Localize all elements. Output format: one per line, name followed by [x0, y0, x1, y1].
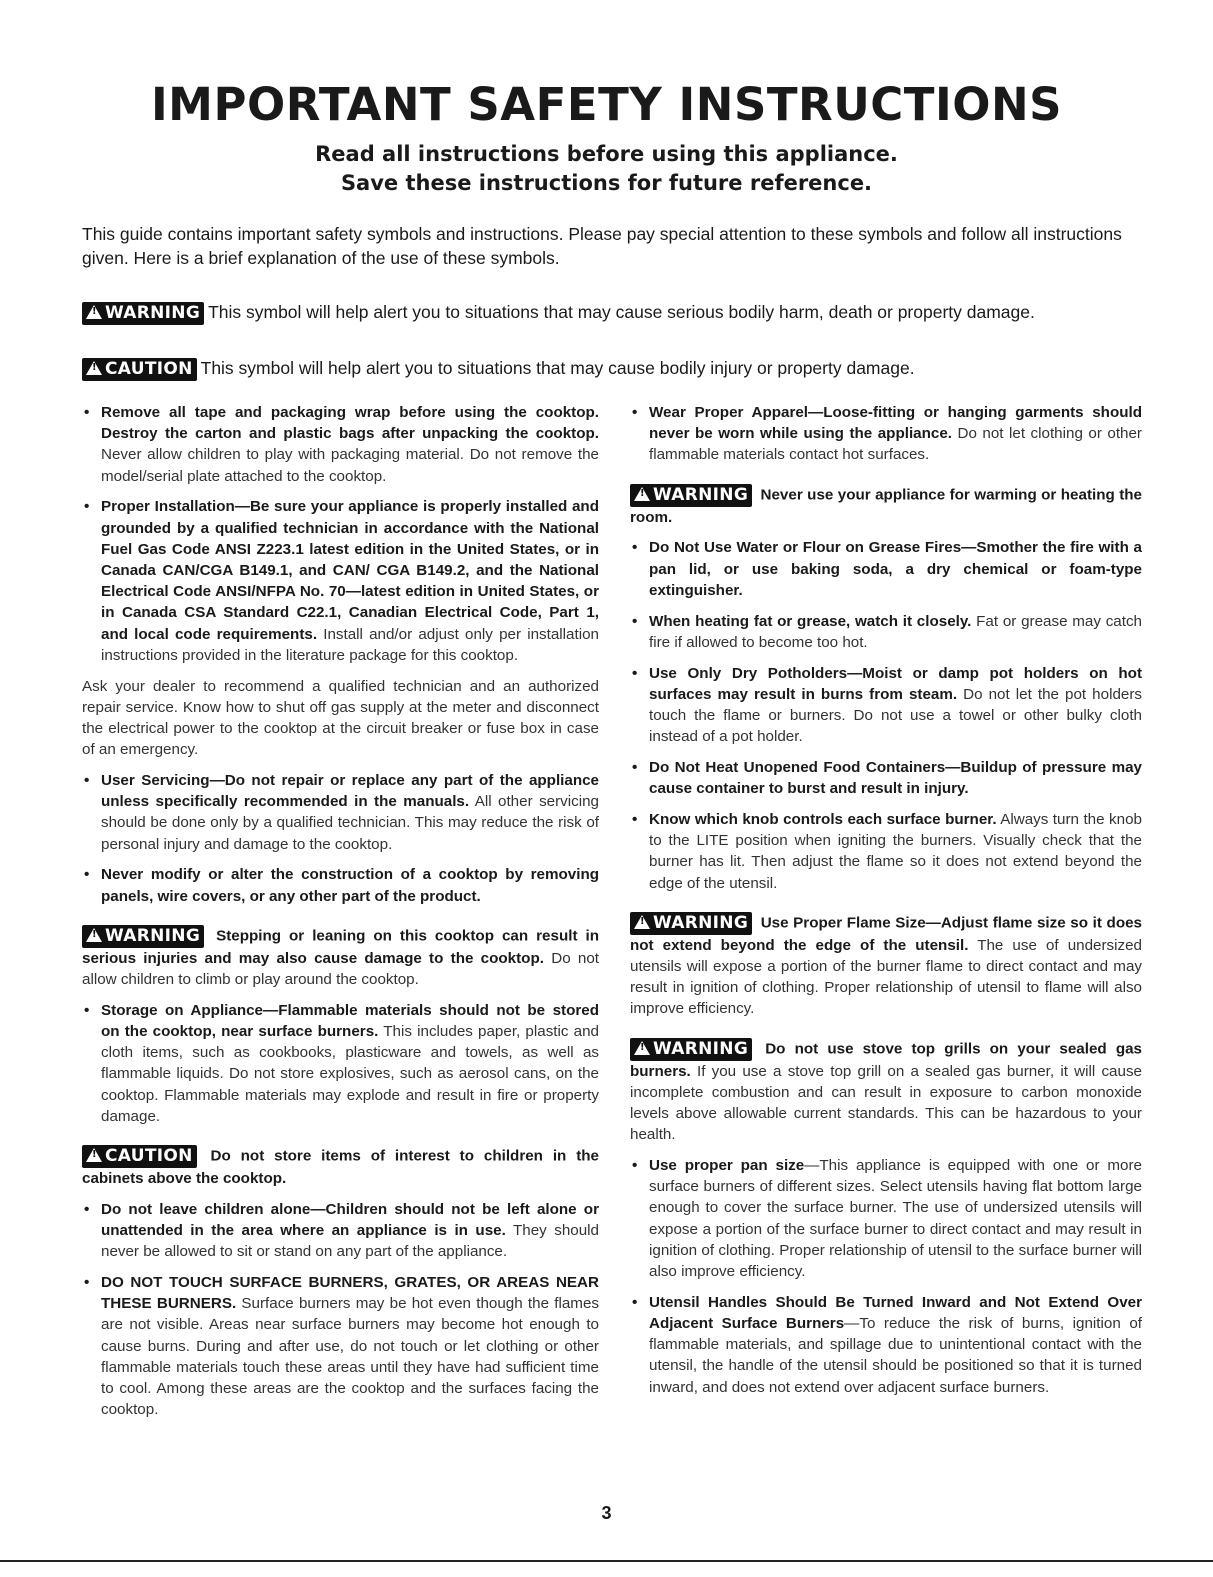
list-item: • Do Not Use Water or Flour on Grease Fires—Smother the fire with a pan lid, or use baking soda, a dry chemical or foam-type extinguisher. — [630, 537, 1142, 601]
warning-badge: !WARNING — [82, 925, 204, 948]
right-column — [630, 402, 1142, 1407]
list-item: • Remove all tape and packaging wrap before using the cooktop. Destroy the carton and plastic bags after unpacking the cooktop. Never allow children to play with packaging material. Do not remove the model/serial plate attached to the cooktop. — [82, 402, 599, 487]
caution-triangle-icon — [86, 361, 102, 375]
dealer-paragraph: Ask your dealer to recommend a qualified technician and an authorized repair service. Know how to shut off gas supply at the meter and disconnect the electrical power to the cooktop at the circuit breaker or fuse box in case of an emergency. — [82, 677, 599, 759]
warning-symbol-explanation — [82, 302, 1162, 325]
warning-stepping: !WARNING Stepping or leaning on this cooktop can result in serious injuries and may also cause damage to the cooktop. Do not allow children to climb or play around the cooktop. — [82, 925, 599, 990]
warning-badge: !WARNING — [630, 484, 752, 507]
list-item: • Use Only Dry Potholders—Moist or damp pot holders on hot surfaces may result in burns from steam. Do not let the pot holders touch the flame or burners. Do not use a towel or other bulky cloth instead of a pot holder. — [630, 663, 1142, 748]
warning-explanation-text: This symbol will help alert you to situations that may cause serious bodily harm, death or property damage. — [208, 302, 1035, 323]
bottom-rule — [0, 1560, 1213, 1562]
caution-symbol-explanation — [82, 358, 1162, 381]
page-number: 3 — [601, 1503, 612, 1523]
left-column — [82, 402, 599, 1430]
warning-triangle-icon — [634, 915, 650, 929]
list-item: • Proper Installation—Be sure your appliance is properly installed and grounded by a qualified technician in accordance with the National Fuel Gas Code ANSI Z223.1 latest edition in the United States, or in Canada CAN/CGA B149.1, and CAN/ CGA B149.2, and the National Electrical Code ANSI/NFPA No. 70—latest edition in United States, or in Canada CSA Standard C22.1, Canadian Electrical Code, Part 1, and local code requirements. Install and/or adjust only per installation instructions provided in the literature package for this cooktop. — [82, 496, 599, 666]
list-item: • Do not leave children alone—Children should not be left alone or unattended in the area where an appliance is in use. They should never be allowed to sit or stand on any part of the appliance. — [82, 1199, 599, 1263]
warning-badge: !WARNING — [630, 912, 752, 935]
warning-triangle-icon — [86, 305, 102, 319]
warning-badge: !WARNING — [630, 1038, 752, 1061]
warning-heating-room: !WARNING Never use your appliance for warming or heating the room. — [630, 484, 1142, 528]
list-item: • Wear Proper Apparel—Loose-fitting or hanging garments should never be worn while using the appliance. Do not let clothing or other flammable materials contact hot surfaces. — [630, 402, 1142, 466]
caution-explanation-text: This symbol will help alert you to situations that may cause bodily injury or property damage. — [200, 358, 915, 379]
list-item: • Do Not Heat Unopened Food Containers—Buildup of pressure may cause container to burst and result in injury. — [630, 757, 1142, 799]
warning-flame-size: !WARNING Use Proper Flame Size—Adjust flame size so it does not extend beyond the edge of the utensil. The use of undersized utensils will expose a portion of the burner flame to direct contact and may result in ignition of clothing. Proper relationship of utensil to flame will also improve efficiency. — [630, 912, 1142, 1020]
list-item: • Use proper pan size—This appliance is equipped with one or more surface burners of different sizes. Select utensils having flat bottom large enough to cover the surface burner. The use of undersized utensils will expose a portion of the surface burner to direct contact and may result in ignition of clothing. Proper relationship of utensil to the surface burner will also improve efficiency. — [630, 1155, 1142, 1282]
list-item: • Never modify or alter the construction of a cooktop by removing panels, wire covers, or any other part of the product. — [82, 864, 599, 906]
list-item: • User Servicing—Do not repair or replace any part of the appliance unless specifically recommended in the manuals. All other servicing should be done only by a qualified technician. This may reduce the risk of personal injury and damage to the cooktop. — [82, 770, 599, 855]
caution-badge: !CAUTION — [82, 1145, 197, 1168]
caution-children-cabinets: !CAUTION Do not store items of interest to children in the cabinets above the cooktop. — [82, 1145, 599, 1189]
list-item: • When heating fat or grease, watch it closely. Fat or grease may catch fire if allowed to become too hot. — [630, 611, 1142, 653]
intro-paragraph: This guide contains important safety symbols and instructions. Please pay special attention to these symbols and follow all instructions given. Here is a brief explanation of the use of these symbols. — [82, 224, 1122, 268]
warning-badge: !WARNING — [82, 302, 204, 325]
caution-triangle-icon — [86, 1148, 102, 1162]
warning-triangle-icon — [634, 1041, 650, 1055]
subtitle-save: Save these instructions for future reference. — [340, 171, 873, 195]
subtitle-read: Read all instructions before using this appliance. — [315, 142, 898, 166]
list-item: • Storage on Appliance—Flammable materials should not be stored on the cooktop, near surface burners. This includes paper, plastic and cloth items, such as cookbooks, plasticware and towels, as well as flammable liquids. Do not store explosives, such as aerosol cans, on the cooktop. Flammable materials may explode and result in fire or property damage. — [82, 1000, 599, 1127]
warning-stove-top-grills: !WARNING Do not use stove top grills on your sealed gas burners. If you use a stove top grill on a sealed gas burner, it will cause incomplete combustion and can result in exposure to carbon monoxide levels above allowable current standards. This can be hazardous to your health. — [630, 1038, 1142, 1146]
warning-triangle-icon — [634, 487, 650, 501]
list-item: • Know which knob controls each surface burner. Always turn the knob to the LITE position when igniting the burners. Visually check that the burner has lit. Then adjust the flame so it does not extend beyond the edge of the utensil. — [630, 809, 1142, 894]
list-item: • DO NOT TOUCH SURFACE BURNERS, GRATES, OR AREAS NEAR THESE BURNERS. Surface burners may be hot even though the flames are not visible. Areas near surface burners may become hot enough to cause burns. During and after use, do not touch or let clothing or other flammable materials touch these areas until they have had sufficient time to cool. Among these areas are the cooktop and the surfaces facing the cooktop. — [82, 1272, 599, 1420]
page-title: IMPORTANT SAFETY INSTRUCTIONS — [150, 78, 1063, 131]
caution-badge: !CAUTION — [82, 358, 197, 381]
list-item: • Utensil Handles Should Be Turned Inward and Not Extend Over Adjacent Surface Burners—To reduce the risk of burns, ignition of flammable materials, and spillage due to unintentional contact with the utensil, the handle of the utensil should be positioned so that it is turned inward, and does not extend over adjacent surface burners. — [630, 1292, 1142, 1398]
warning-triangle-icon — [86, 928, 102, 942]
